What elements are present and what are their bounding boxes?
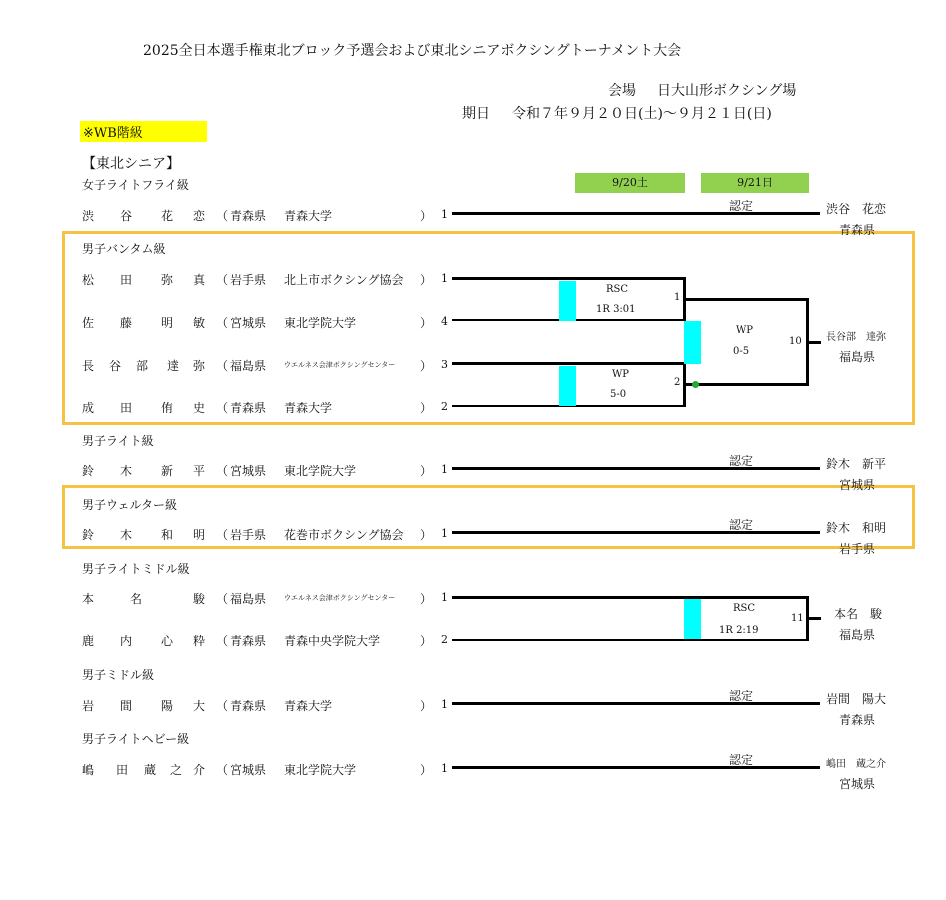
entry-name-char: 心: [161, 634, 174, 648]
entry-name-char: 渋: [82, 209, 95, 223]
winner-name: 長谷部 達弥: [826, 332, 886, 343]
entry-club: 青森大学: [284, 401, 333, 415]
paren-close: ）: [420, 528, 433, 542]
result-text: 認定: [729, 518, 754, 532]
bout-detail: 1R 2:19: [719, 625, 759, 636]
entry-name-char: 成: [82, 401, 95, 415]
bracket-line: [809, 617, 821, 620]
wb-class-label: ※WB階級: [80, 121, 207, 142]
paren-close: ）: [420, 209, 433, 223]
bracket-line: [452, 766, 820, 769]
entry-name-char: 弥: [161, 273, 174, 287]
winner-pref: 青森県: [839, 223, 876, 237]
entry-club: 東北学院大学: [284, 316, 357, 330]
entry-name-char: 弥: [193, 359, 206, 373]
bracket-line: [452, 531, 820, 534]
winner-name: 渋谷 花恋: [826, 202, 887, 216]
paren-open: （: [216, 316, 229, 330]
entry-name-char: 明: [193, 528, 206, 542]
bracket-line: [686, 298, 809, 301]
entry-seed: 1: [441, 527, 448, 540]
date-value: 令和７年９月２０日(土)～９月２１日(日): [512, 106, 772, 122]
category-label: 男子バンタム級: [82, 242, 166, 256]
entry-name-char: 嶋: [82, 763, 95, 777]
page-title: 2025全日本選手権東北ブロック予選会および東北シニアボクシングトーナメント大会: [143, 43, 682, 59]
entry-seed: 2: [441, 633, 448, 646]
venue-name: 日大山形ボクシング場: [657, 83, 797, 99]
result-text: 認定: [729, 753, 754, 767]
entry-name-char: 藤: [120, 316, 133, 330]
winner-pref: 宮城県: [839, 478, 876, 492]
entry-seed: 1: [441, 272, 448, 285]
entry-club: 青森中央学院大学: [284, 634, 381, 648]
entry-pref: 青森県: [230, 699, 267, 713]
paren-open: （: [216, 401, 229, 415]
category-label: 男子ライトヘビー級: [82, 732, 190, 746]
entry-name-char: 谷: [109, 359, 122, 373]
entry-pref: 宮城県: [230, 763, 267, 777]
entry-seed: 3: [441, 358, 448, 371]
entry-name-char: 明: [161, 316, 174, 330]
entry-name-char: 敏: [193, 316, 206, 330]
result-text: 認定: [729, 689, 754, 703]
entry-name-char: 恋: [193, 209, 206, 223]
entry-name-char: 田: [120, 273, 133, 287]
entry-name-char: 名: [130, 592, 143, 606]
bracket-line: [452, 467, 820, 470]
paren-open: （: [216, 464, 229, 478]
entry-pref: 青森県: [230, 401, 267, 415]
bracket-line: [809, 341, 821, 344]
entry-name-char: 佐: [82, 316, 95, 330]
wb-frame-welter: [62, 485, 915, 549]
result-text: 認定: [729, 454, 754, 468]
paren-open: （: [216, 634, 229, 648]
entry-name-char: 真: [193, 273, 206, 287]
bracket-line: [452, 596, 809, 599]
entry-seed: 1: [441, 591, 448, 604]
bout-method: WP: [736, 325, 754, 336]
entry-name-char: 平: [193, 464, 206, 478]
entry-name-char: 駿: [193, 592, 206, 606]
paren-close: ）: [420, 634, 433, 648]
entry-name-char: 達: [167, 359, 180, 373]
entry-seed: 4: [441, 315, 448, 328]
bout-marker: [684, 599, 701, 639]
paren-close: ）: [420, 699, 433, 713]
paren-close: ）: [420, 763, 433, 777]
result-text: 認定: [729, 199, 754, 213]
bout-method: WP: [612, 369, 630, 380]
entry-name-char: 内: [120, 634, 133, 648]
entry-pref: 岩手県: [230, 273, 267, 287]
entry-name-char: 介: [193, 763, 206, 777]
venue-label: 会場: [608, 83, 636, 99]
paren-open: （: [216, 763, 229, 777]
entry-name-char: 鈴: [82, 464, 95, 478]
bout-number: 2: [674, 377, 681, 388]
bout-detail: 1R 3:01: [596, 304, 636, 315]
entry-pref: 福島県: [230, 359, 267, 373]
category-label: 女子ライトフライ級: [82, 178, 189, 192]
category-label: 男子ミドル級: [82, 668, 155, 682]
date-label: 期日: [462, 106, 490, 122]
entry-name-char: 木: [120, 464, 133, 478]
paren-close: ）: [420, 273, 433, 287]
category-label: 男子ライトミドル級: [82, 562, 190, 576]
entry-club: 北上市ボクシング協会: [284, 273, 404, 287]
entry-name-char: 史: [193, 401, 206, 415]
bracket-line: [452, 277, 686, 280]
category-label: 男子ウェルター級: [82, 498, 178, 512]
entry-name-char: 谷: [120, 209, 133, 223]
entry-pref: 宮城県: [230, 316, 267, 330]
entry-club: 花巻市ボクシング協会: [284, 528, 404, 542]
entry-seed: 1: [441, 698, 448, 711]
entry-name-char: 大: [193, 699, 206, 713]
bout-detail: 5-0: [610, 389, 627, 400]
winner-pref: 福島県: [839, 628, 876, 642]
paren-open: （: [216, 273, 229, 287]
entry-pref: 青森県: [230, 634, 267, 648]
paren-open: （: [216, 528, 229, 542]
entry-name-char: 陽: [161, 699, 174, 713]
entry-name-char: 本: [82, 592, 95, 606]
entry-seed: 1: [441, 208, 448, 221]
entry-name-char: 蔵: [144, 763, 157, 777]
bout-marker: [684, 321, 701, 364]
winner-name: 鈴木 新平: [826, 457, 887, 471]
bout-method: RSC: [606, 284, 629, 295]
bracket-line: [452, 639, 809, 641]
bout-detail: 0-5: [733, 346, 750, 357]
bracket-line: [452, 702, 820, 705]
bout-number: 1: [674, 292, 681, 303]
entry-name-char: 田: [116, 763, 129, 777]
entry-club: 青森大学: [284, 209, 333, 223]
day-header-sat: 9/20土: [575, 173, 685, 193]
entry-name-char: 部: [136, 359, 149, 373]
entry-club: ウエルネス会津ボクシングセンター: [284, 361, 396, 369]
entry-name-char: 松: [82, 273, 95, 287]
paren-close: ）: [420, 359, 433, 373]
winner-pref: 岩手県: [839, 542, 876, 556]
entry-seed: 2: [441, 400, 448, 413]
win-dot: [692, 381, 699, 388]
entry-seed: 1: [441, 463, 448, 476]
entry-name-char: 和: [161, 528, 174, 542]
bout-marker: [559, 281, 576, 321]
bout-method: RSC: [733, 603, 756, 614]
winner-name: 岩間 陽大: [826, 692, 887, 706]
entry-name-char: 粋: [193, 634, 206, 648]
bracket-line: [452, 362, 686, 365]
entry-name-char: 田: [120, 401, 133, 415]
winner-pref: 青森県: [839, 713, 876, 727]
winner-name: 鈴木 和明: [826, 521, 887, 535]
bracket-line: [686, 383, 809, 386]
entry-name-char: 花: [161, 209, 174, 223]
winner-name: 嶋田 蔵之介: [826, 759, 886, 770]
entry-club: ウエルネス会津ボクシングセンター: [284, 594, 396, 602]
winner-name: 本名 駿: [834, 607, 883, 621]
entry-name-char: 之: [170, 763, 183, 777]
entry-pref: 岩手県: [230, 528, 267, 542]
entry-name-char: 鹿: [82, 634, 95, 648]
paren-open: （: [216, 209, 229, 223]
paren-close: ）: [420, 592, 433, 606]
paren-close: ）: [420, 464, 433, 478]
day-header-sun: 9/21日: [701, 173, 809, 193]
entry-name-char: 木: [120, 528, 133, 542]
entry-name-char: 長: [82, 359, 95, 373]
wb-frame-bantam: [62, 231, 915, 425]
category-label: 男子ライト級: [82, 434, 154, 448]
entry-name-char: 鈴: [82, 528, 95, 542]
entry-seed: 1: [441, 762, 448, 775]
entry-name-char: 新: [161, 464, 174, 478]
bout-number: 10: [789, 336, 802, 347]
paren-open: （: [216, 359, 229, 373]
bout-number: 11: [791, 613, 804, 624]
entry-name-char: 岩: [82, 699, 95, 713]
section-title: 【東北シニア】: [82, 156, 180, 172]
entry-club: 青森大学: [284, 699, 333, 713]
entry-pref: 宮城県: [230, 464, 267, 478]
winner-pref: 宮城県: [839, 777, 876, 791]
bracket-line: [452, 212, 820, 215]
paren-close: ）: [420, 401, 433, 415]
bout-marker: [559, 366, 576, 406]
paren-open: （: [216, 592, 229, 606]
entry-pref: 青森県: [230, 209, 267, 223]
entry-pref: 福島県: [230, 592, 267, 606]
entry-club: 東北学院大学: [284, 763, 357, 777]
entry-name-char: 侑: [161, 401, 174, 415]
entry-name-char: 間: [120, 699, 133, 713]
paren-close: ）: [420, 316, 433, 330]
entry-club: 東北学院大学: [284, 464, 357, 478]
winner-pref: 福島県: [839, 350, 876, 364]
paren-open: （: [216, 699, 229, 713]
